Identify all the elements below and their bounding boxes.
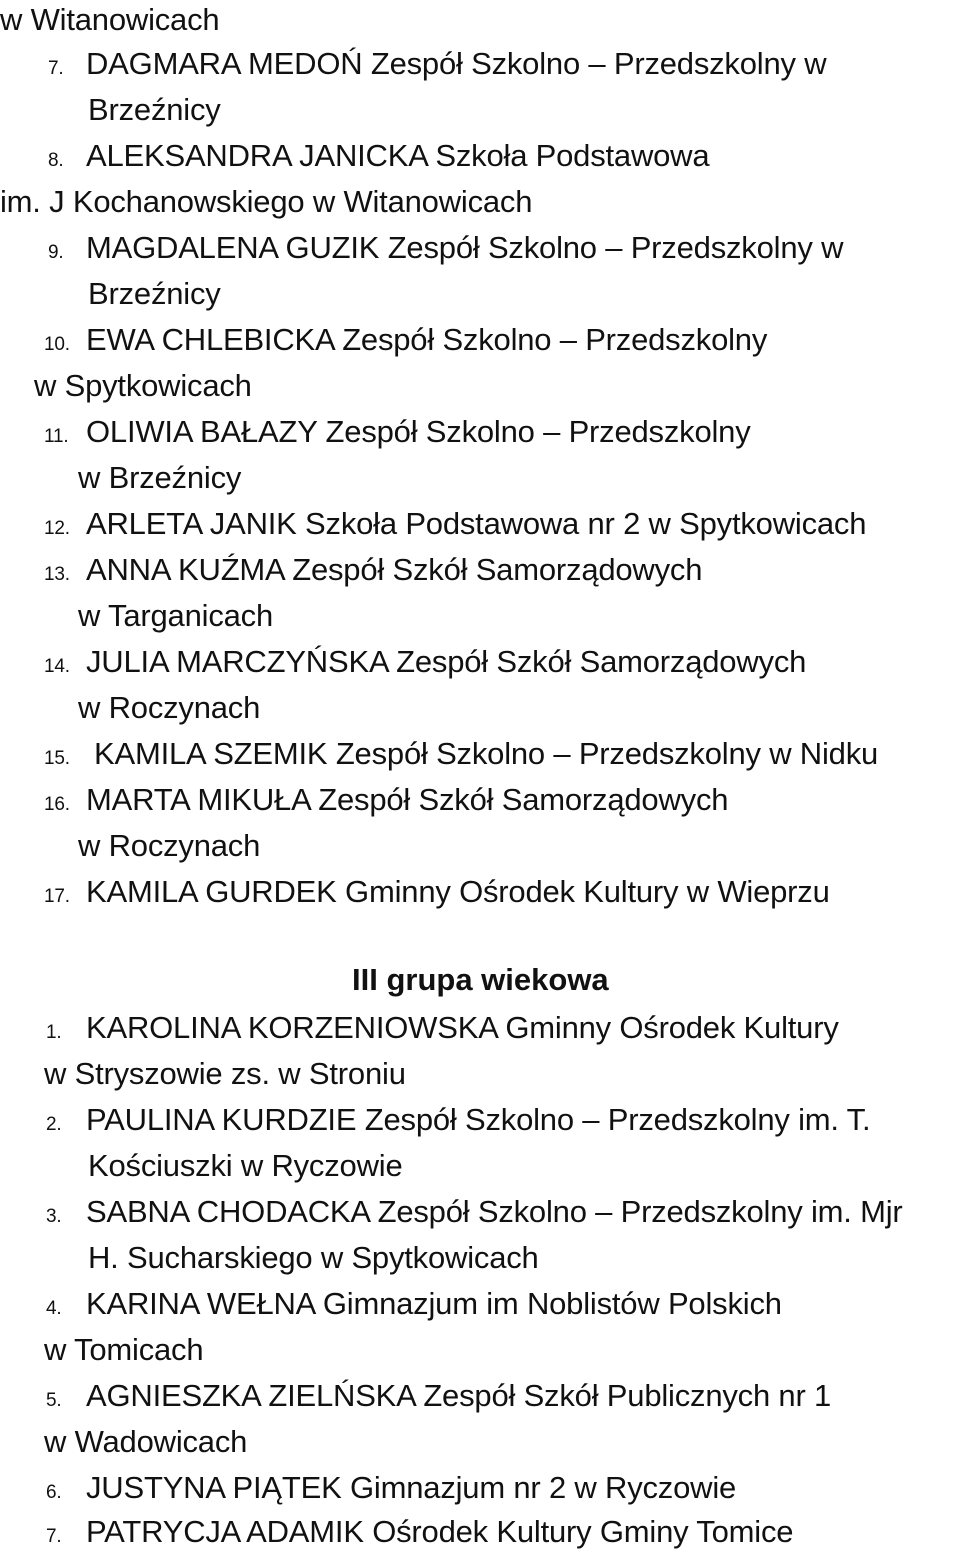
list-number: 6. [46,1482,62,1503]
list-item [44,734,878,774]
list-item-continuation [78,458,241,498]
list-item [44,780,728,820]
list-text: EWA CHLEBICKA Zespół Szkolno – Przedszkolny [86,322,768,357]
list-text: DAGMARA MEDOŃ Zespół Szkolno – Przedszkolny w [86,46,827,81]
list-item [48,228,843,268]
list-number: 4. [46,1298,62,1319]
list-text: PAULINA KURDZIE Zespół Szkolno – Przedszkolny im. T. [86,1102,871,1137]
list-text: ARLETA JANIK Szkoła Podstawowa nr 2 w Spytkowicach [86,506,867,541]
list-text: w Roczynach [78,828,261,863]
list-text: JUSTYNA PIĄTEK Gimnazjum nr 2 w Ryczowie [86,1470,737,1505]
list-number: 9. [48,242,64,263]
list-text: KAMILA GURDEK Gminny Ośrodek Kultury w Wieprzu [86,874,830,909]
list-number: 1. [46,1022,62,1043]
list-item-continuation [44,1054,406,1094]
list-text: PATRYCJA ADAMIK Ośrodek Kultury Gminy Tomice [86,1514,794,1549]
list-item-continuation [78,596,273,636]
list-item [44,642,806,682]
section-heading: III grupa wiekowa [352,962,609,997]
list-text: SABNA CHODACKA Zespół Szkolno – Przedszkolny im. Mjr [86,1194,903,1229]
list-number: 16. [44,794,70,815]
list-text: KAROLINA KORZENIOWSKA Gminny Ośrodek Kultury [86,1010,839,1045]
list-item [48,136,709,176]
text-line [0,0,219,40]
list-text: KAMILA SZEMIK Zespół Szkolno – Przedszkolny w Nidku [94,736,879,771]
list-item [44,872,830,912]
list-item [44,550,702,590]
list-item-continuation [44,1422,247,1462]
list-number: 11. [44,426,69,447]
list-item-continuation [88,1146,403,1186]
list-text: w Brzeźnicy [78,460,242,495]
list-text: JULIA MARCZYŃSKA Zespół Szkół Samorządowych [86,644,807,679]
list-number: 13. [44,564,70,585]
list-item-continuation [78,826,260,866]
list-text: w Roczynach [78,690,261,725]
list-item [44,504,866,544]
list-number: 8. [48,150,64,171]
list-text: KARINA WEŁNA Gimnazjum im Noblistów Polskich [86,1286,782,1321]
line-text: w Witanowicach [0,2,220,37]
list-text: Brzeźnicy [88,276,221,311]
list-text: w Tomicach [44,1332,204,1367]
list-item [46,1008,839,1048]
list-text: Brzeźnicy [88,92,221,127]
list-item [44,412,751,452]
list-text: AGNIESZKA ZIELŃSKA Zespół Szkół Publicznych nr 1 [86,1378,832,1413]
list-text: im. J Kochanowskiego w Witanowicach [0,184,533,219]
list-number: 15. [44,748,70,769]
list-item [46,1284,782,1324]
list-number: 10. [44,334,70,355]
list-number: 2. [46,1114,62,1135]
list-number: 3. [46,1206,62,1227]
list-number: 7. [48,58,64,79]
list-item [48,44,826,84]
list-item [46,1100,870,1140]
list-text: w Wadowicach [44,1424,248,1459]
list-number: 5. [46,1390,62,1411]
list-item-continuation [0,182,532,222]
list-text: w Spytkowicach [34,368,252,403]
list-item [46,1468,736,1508]
list-item-continuation [78,688,260,728]
list-item-continuation [88,1238,539,1278]
list-number: 14. [44,656,70,677]
list-text: ANNA KUŹMA Zespół Szkół Samorządowych [86,552,703,587]
list-item [46,1376,831,1416]
list-number: 17. [44,886,70,907]
list-text: MARTA MIKUŁA Zespół Szkół Samorządowych [86,782,729,817]
list-item-continuation [34,366,252,406]
list-item [44,320,767,360]
list-text: Kościuszki w Ryczowie [88,1148,403,1183]
list-text: MAGDALENA GUZIK Zespół Szkolno – Przedszkolny w [86,230,844,265]
list-number: 7. [46,1526,62,1547]
list-text: w Targanicach [78,598,273,633]
list-text: H. Sucharskiego w Spytkowicach [88,1240,539,1275]
list-item-continuation [44,1330,203,1370]
list-item [46,1512,793,1552]
list-item [46,1192,903,1232]
list-number: 12. [44,518,70,539]
list-item-continuation [88,90,221,130]
list-text: w Stryszowie zs. w Stroniu [44,1056,406,1091]
list-text: OLIWIA BAŁAZY Zespół Szkolno – Przedszkolny [86,414,751,449]
list-item-continuation [88,274,221,314]
list-text: ALEKSANDRA JANICKA Szkoła Podstawowa [86,138,710,173]
